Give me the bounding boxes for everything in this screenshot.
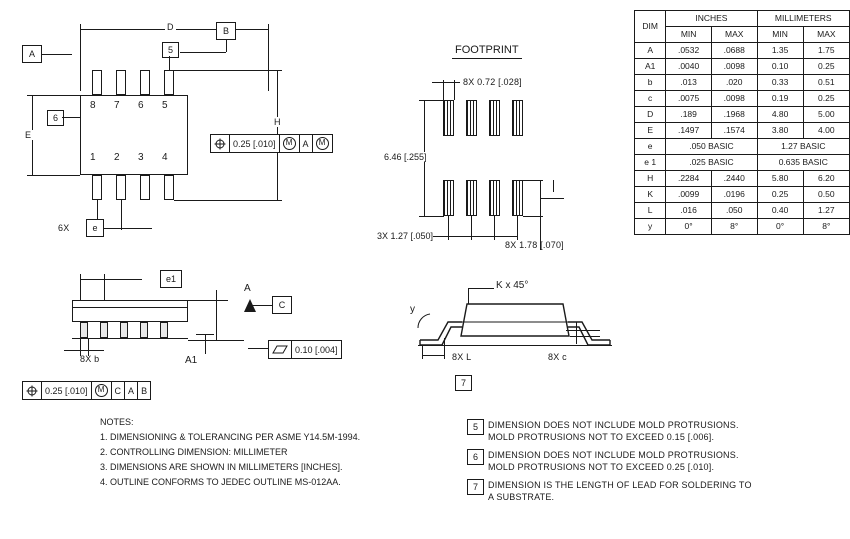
fcf2-datum-c: C (112, 382, 126, 399)
cell-in-min: .013 (666, 75, 712, 91)
ext-pitch-2 (121, 200, 122, 230)
fcf2-tolerance-value: 0.25 [.010] (42, 382, 92, 399)
side-lead-3 (120, 322, 128, 338)
table-row (635, 59, 850, 75)
cell-dim: e 1 (635, 155, 666, 171)
ext-padwidth-l (443, 80, 444, 100)
cell-in-min: .0075 (666, 91, 712, 107)
cell-mm-basic: 0.635 BASIC (757, 155, 849, 171)
cell-dim: A (635, 43, 666, 59)
dim-tick-e1-r (104, 274, 105, 284)
cell-in-basic: .025 BASIC (666, 155, 757, 171)
cell-in-min: .0099 (666, 187, 712, 203)
pitch-count-label: 6X (58, 223, 70, 233)
footprint-pad-bot-1 (443, 180, 454, 216)
lead-top-1 (92, 70, 102, 95)
side-body-parting-line (72, 307, 188, 308)
note-flag-6: 6 (467, 449, 484, 465)
dim-line-L (422, 355, 444, 356)
note-item-4: 4. OUTLINE CONFORMS TO JEDEC OUTLINE MS-012AA. (100, 477, 341, 487)
footprint-pad-bot-2 (466, 180, 477, 216)
cell-in-min: .2284 (666, 171, 712, 187)
flatness-symbol (269, 341, 292, 358)
flatness-symbol-icon (272, 345, 288, 354)
table-row (635, 139, 850, 155)
cell-in-min: 0° (666, 219, 712, 235)
notes-heading: NOTES: (100, 417, 134, 427)
dim-line-b (64, 350, 104, 351)
pin-number-2: 2 (114, 152, 120, 163)
note-item-3: 3. DIMENSIONS ARE SHOWN IN MILLIMETERS [INCHES]. (100, 462, 343, 472)
note-item-2: 2. CONTROLLING DIMENSION: MILLIMETER (100, 447, 288, 457)
leader-datum-b-2 (180, 52, 226, 53)
dim-line-pitch-2 (126, 228, 152, 229)
ext-line-H-bot (174, 200, 278, 201)
dim-label-A1: A1 (185, 355, 198, 366)
dim-label-H: H (274, 117, 281, 127)
cell-dim: H (635, 171, 666, 187)
dim-line-e1 (80, 279, 142, 280)
cell-mm-max: 1.75 (803, 43, 849, 59)
ext-c-top (566, 330, 600, 331)
side-seating-plane (72, 338, 188, 339)
ext-line-D-left (80, 29, 81, 91)
footprint-title: FOOTPRINT (455, 44, 519, 56)
cell-mm-max: 5.00 (803, 107, 849, 123)
cell-mm-max: 6.20 (803, 171, 849, 187)
dim-label-E: E (25, 130, 32, 140)
note-flag-5-line-1: DIMENSION DOES NOT INCLUDE MOLD PROTRUSIONS. (488, 420, 739, 430)
note-item-1: 1. DIMENSIONING & TOLERANCING PER ASME Y14.5M-1994. (100, 432, 361, 442)
note-flag-6-line-1: DIMENSION DOES NOT INCLUDE MOLD PROTRUSIONS. (488, 450, 739, 460)
dim-label-c: 8X c (548, 352, 567, 362)
fcf2-position-symbol (23, 382, 42, 399)
side-lead-1 (80, 322, 88, 338)
position-symbol-icon-2 (26, 385, 38, 397)
table-row (635, 203, 850, 219)
dim-tick-padlen-top (553, 180, 554, 192)
dim-label-A-side: A (244, 283, 251, 294)
cell-in-min: .189 (666, 107, 712, 123)
cell-mm-max: 8° (803, 219, 849, 235)
pin-number-7: 7 (114, 100, 120, 111)
flatness-value: 0.10 [.004] (295, 344, 338, 355)
ext-padlen-bot (523, 216, 543, 217)
cell-in-min: .0040 (666, 59, 712, 75)
lead-bottom-2 (116, 175, 126, 200)
footprint-title-underline (452, 58, 522, 59)
notes-block (100, 415, 360, 490)
cell-mm-max: 4.00 (803, 123, 849, 139)
note-flag-7-view: 7 (455, 375, 472, 391)
dim-line-c (576, 322, 577, 344)
dim-line-A1 (205, 334, 206, 354)
dim-line-padlen (540, 198, 564, 199)
lead-bottom-3 (140, 175, 150, 200)
ext-line-H-top (174, 70, 278, 71)
note-flag-6-line-2: MOLD PROTRUSIONS NOT TO EXCEED 0.25 [.010]. (488, 462, 715, 472)
fcf2-modifier: M (92, 382, 112, 399)
ext-e1-r (104, 284, 105, 300)
ext-span-bot (424, 216, 444, 217)
cell-dim: A1 (635, 59, 666, 75)
note-flag-5: 5 (467, 419, 484, 435)
table-row (635, 155, 850, 171)
cell-mm-min: 0.10 (757, 59, 803, 75)
dimension-table (634, 10, 850, 235)
cell-mm-max: 1.27 (803, 203, 849, 219)
cell-mm-min: 0.40 (757, 203, 803, 219)
dim-label-chamfer: K x 45° (496, 280, 529, 291)
dim-line-A-side (216, 290, 217, 340)
cell-in-max: .0098 (711, 91, 757, 107)
cell-mm-basic: 1.27 BASIC (757, 139, 849, 155)
cell-mm-max: 0.50 (803, 187, 849, 203)
fcf2-datum-b: B (141, 385, 148, 396)
cell-mm-min: 1.35 (757, 43, 803, 59)
table-row (635, 75, 850, 91)
note-flag-7-line-2: A SUBSTRATE. (488, 492, 555, 502)
ext-line-E-bot (32, 175, 80, 176)
table-row (635, 107, 850, 123)
ext-A1-top (196, 334, 214, 335)
end-view-body (455, 296, 575, 340)
side-lead-4 (140, 322, 148, 338)
note-flag-5-line-2: MOLD PROTRUSIONS NOT TO EXCEED 0.15 [.006]. (488, 432, 715, 442)
side-body (72, 300, 188, 322)
fcf-tolerance-value: 0.25 [.010] (230, 135, 280, 152)
table-row (635, 187, 850, 203)
ext-padwidth-r (454, 80, 455, 100)
footprint-pad-top-3 (489, 100, 500, 136)
datum-flag-c: C (272, 296, 292, 314)
cell-mm-min: 5.80 (757, 171, 803, 187)
cell-dim: L (635, 203, 666, 219)
cell-dim: K (635, 187, 666, 203)
dim-label-b: 8X b (80, 354, 100, 364)
note-flag-7-line-1: DIMENSION IS THE LENGTH OF LEAD FOR SOLDERING TO (488, 480, 752, 490)
dim-label-pad-width: 8X 0.72 [.028] (463, 77, 522, 87)
table-sub-in-min: MIN (666, 27, 712, 43)
lead-bottom-1 (92, 175, 102, 200)
table-sub-mm-max: MAX (803, 27, 849, 43)
position-symbol-icon (214, 138, 226, 150)
cell-in-basic: .050 BASIC (666, 139, 757, 155)
leader-flag-5 (169, 56, 170, 70)
lead-top-2 (116, 70, 126, 95)
pin-number-1: 1 (90, 152, 96, 163)
table-group-inches: INCHES (666, 11, 757, 27)
ext-c-bot (570, 336, 600, 337)
lead-top-3 (140, 70, 150, 95)
cell-dim: y (635, 219, 666, 235)
pin-number-6: 6 (138, 100, 144, 111)
ext-line-E-top (32, 95, 80, 96)
cell-in-max: .0196 (711, 187, 757, 203)
side-lead-2 (100, 322, 108, 338)
fcf-datum-modifier: M (313, 135, 332, 152)
angle-arc-icon (416, 312, 438, 330)
dim-line-padwidth (432, 82, 460, 83)
ext-A-bot (188, 340, 244, 341)
cell-in-min: .1497 (666, 123, 712, 139)
datum-flag-b: B (216, 22, 236, 40)
cell-mm-max: 0.25 (803, 59, 849, 75)
leader-chamfer (468, 288, 494, 289)
end-view-seating-plane (418, 345, 612, 346)
pin-number-3: 3 (138, 152, 144, 163)
ext-line-D-right (268, 29, 269, 91)
ext-L-l (422, 345, 423, 359)
cell-in-max: .050 (711, 203, 757, 219)
dim-label-pad-length: 8X 1.78 [.070] (505, 240, 564, 250)
cell-mm-min: 0.25 (757, 187, 803, 203)
cell-mm-min: 0° (757, 219, 803, 235)
dim-line-pitch-fp (448, 236, 517, 237)
leader-flag-6 (62, 117, 80, 118)
cell-dim: e (635, 139, 666, 155)
cell-mm-max: 0.25 (803, 91, 849, 107)
cell-mm-min: 3.80 (757, 123, 803, 139)
dim-label-D: D (167, 22, 174, 32)
ext-e1-l (80, 284, 81, 300)
table-corner-label: DIM (635, 11, 666, 43)
datum-flag-a: A (22, 45, 42, 63)
table-row (635, 171, 850, 187)
pin-number-5: 5 (162, 100, 168, 111)
pin-number-4: 4 (162, 152, 168, 163)
table-row (635, 91, 850, 107)
cell-in-max: .2440 (711, 171, 757, 187)
cell-mm-min: 0.33 (757, 75, 803, 91)
ext-L-r (444, 338, 445, 359)
ext-padlen-top (523, 180, 543, 181)
leader-datum-b (226, 40, 227, 52)
side-lead-5 (160, 322, 168, 338)
angle-symbol-label: y (410, 304, 415, 315)
cell-dim: E (635, 123, 666, 139)
table-row (635, 43, 850, 59)
cell-dim: b (635, 75, 666, 91)
table-sub-mm-min: MIN (757, 27, 803, 43)
cell-in-max: .0688 (711, 43, 757, 59)
note-flag-5-top: 5 (162, 42, 179, 58)
footprint-pad-top-4 (512, 100, 523, 136)
pin-number-8: 8 (90, 100, 96, 111)
cell-mm-min: 0.19 (757, 91, 803, 107)
pitch-symbol-box: e (86, 219, 104, 237)
table-row (635, 123, 850, 139)
fcf-position-symbol (211, 135, 230, 152)
note-flag-7: 7 (467, 479, 484, 495)
datum-triangle-c-icon (243, 298, 257, 314)
cell-in-max: .0098 (711, 59, 757, 75)
cell-in-max: 8° (711, 219, 757, 235)
ext-span-top (424, 100, 444, 101)
package-body (80, 95, 188, 175)
cell-in-min: .0532 (666, 43, 712, 59)
note-flag-6-top: 6 (47, 110, 64, 126)
table-body (635, 43, 850, 235)
cell-mm-min: 4.80 (757, 107, 803, 123)
lead-top-4 (164, 70, 174, 95)
leader-datum-a (42, 54, 72, 55)
ext-pitch-fp-4 (517, 216, 518, 240)
cell-in-max: .020 (711, 75, 757, 91)
cell-in-max: .1968 (711, 107, 757, 123)
fcf-datum-a: A (300, 135, 313, 152)
cell-mm-max: 0.51 (803, 75, 849, 91)
dim-label-pitch-fp: 3X 1.27 [.050] (377, 231, 434, 241)
dim-label-span: 6.46 [.255] (384, 152, 427, 162)
footprint-pad-top-2 (466, 100, 477, 136)
dim-label-L: 8X L (452, 352, 472, 362)
lead-bottom-4 (164, 175, 174, 200)
table-row (635, 219, 850, 235)
footprint-pad-bot-3 (489, 180, 500, 216)
footprint-pad-top-1 (443, 100, 454, 136)
dim-tick-e1-l (80, 274, 81, 284)
leader-flatness (248, 348, 268, 349)
footprint-pad-bot-4 (512, 180, 523, 216)
cell-dim: c (635, 91, 666, 107)
ext-A-top (188, 300, 228, 301)
leader-pitch-fp (433, 236, 449, 237)
dim-label-e1-box: e1 (160, 270, 182, 288)
cell-in-max: .1574 (711, 123, 757, 139)
fcf2-datum-a: A (125, 382, 138, 399)
cell-dim: D (635, 107, 666, 123)
table-group-millimeters: MILLIMETERS (757, 11, 849, 27)
cell-in-min: .016 (666, 203, 712, 219)
table-sub-in-max: MAX (711, 27, 757, 43)
fcf-modifier: M (280, 135, 300, 152)
